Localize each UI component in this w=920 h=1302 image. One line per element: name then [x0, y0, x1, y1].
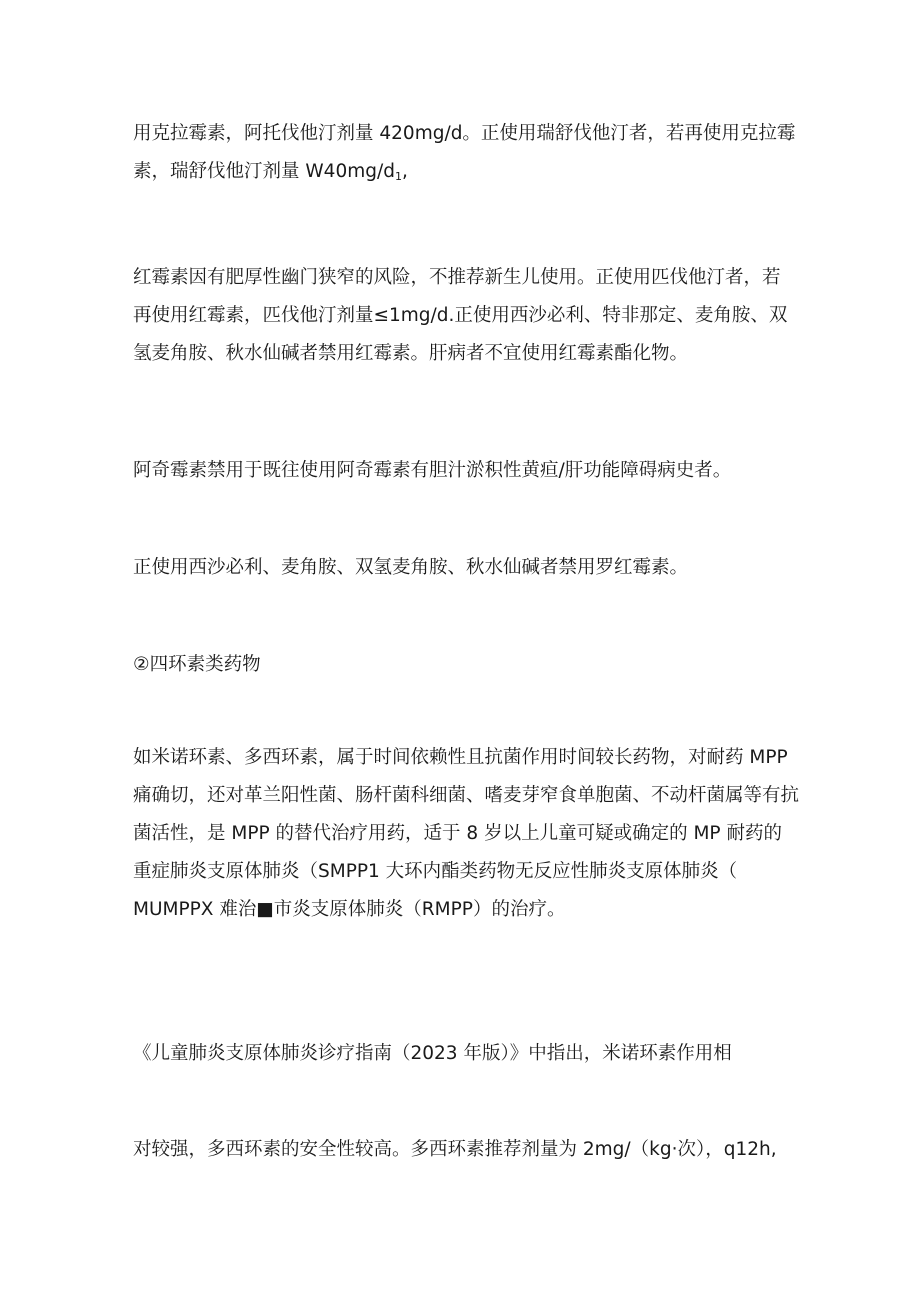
paragraph-doxycycline-dosage [133, 1131, 793, 1169]
text-line: 氢麦角胺、秋水仙碱者禁用红霉素。肝病者不宜使用红霉素酯化物。 [133, 343, 689, 364]
text-line: 菌活性，是 MPP 的替代治疗用药，适于 8 岁以上儿童可疑或确定的 MP 耐药的 [133, 823, 782, 844]
text-segment: 素，瑞舒伐他汀剂量 W40mg/d [133, 161, 395, 182]
text-line: 痛确切，还对革兰阳性菌、肠杆菌科细菌、嗜麦芽窄食单胞菌、不动杆菌属等有抗 [133, 785, 800, 806]
text-line: 对较强，多西环素的安全性较高。多西环素推荐剂量为 2mg/（kg·次），q12h, [133, 1139, 777, 1160]
text-line: 《儿童肺炎支原体肺炎诊疗指南（2023 年版）》中指出，米诺环素作用相 [133, 1043, 732, 1064]
text-line: 红霉素因有肥厚性幽门狭窄的风险，不推荐新生儿使用。正使用匹伐他汀者，若 [133, 267, 781, 288]
text-line: 如米诺环素、多西环素，属于时间依赖性且抗菌作用时间较长药物，对耐药 MPP [133, 747, 788, 768]
paragraph-azithromycin [133, 452, 793, 490]
paragraph-erythromycin [133, 259, 793, 373]
text-line: 重症肺炎支原体肺炎（SMPP1 大环内酯类药物无反应性肺炎支原体肺炎（ [133, 861, 738, 882]
paragraph-guideline-reference [133, 1035, 793, 1073]
paragraph-roxithromycin [133, 549, 793, 587]
text-line: ②四环素类药物 [133, 654, 261, 675]
text-line: 用克拉霉素，阿托伐他汀剂量 420mg/d。正使用瑞舒伐他汀者，若再使用克拉霉 [133, 123, 796, 144]
text-segment: , [401, 161, 408, 182]
subscript-mark: 1 [394, 170, 402, 183]
text-line: MUMPPX 难治■市炎支原体肺炎（RMPP）的治疗。 [133, 899, 566, 920]
paragraph-clarithromycin-statin [133, 115, 796, 196]
section-heading-tetracyclines [133, 646, 793, 684]
text-line: 阿奇霉素禁用于既往使用阿奇霉素有胆汁淤积性黄疸/肝功能障碍病史者。 [133, 460, 732, 481]
text-line: 再使用红霉素，匹伐他汀剂量≤1mg/d.正使用西沙必利、特非那定、麦角胺、双 [133, 305, 788, 326]
text-line [133, 153, 793, 196]
paragraph-tetracycline-indications [133, 739, 800, 929]
text-line: 正使用西沙必利、麦角胺、双氢麦角胺、秋水仙碱者禁用罗红霉素。 [133, 557, 689, 578]
